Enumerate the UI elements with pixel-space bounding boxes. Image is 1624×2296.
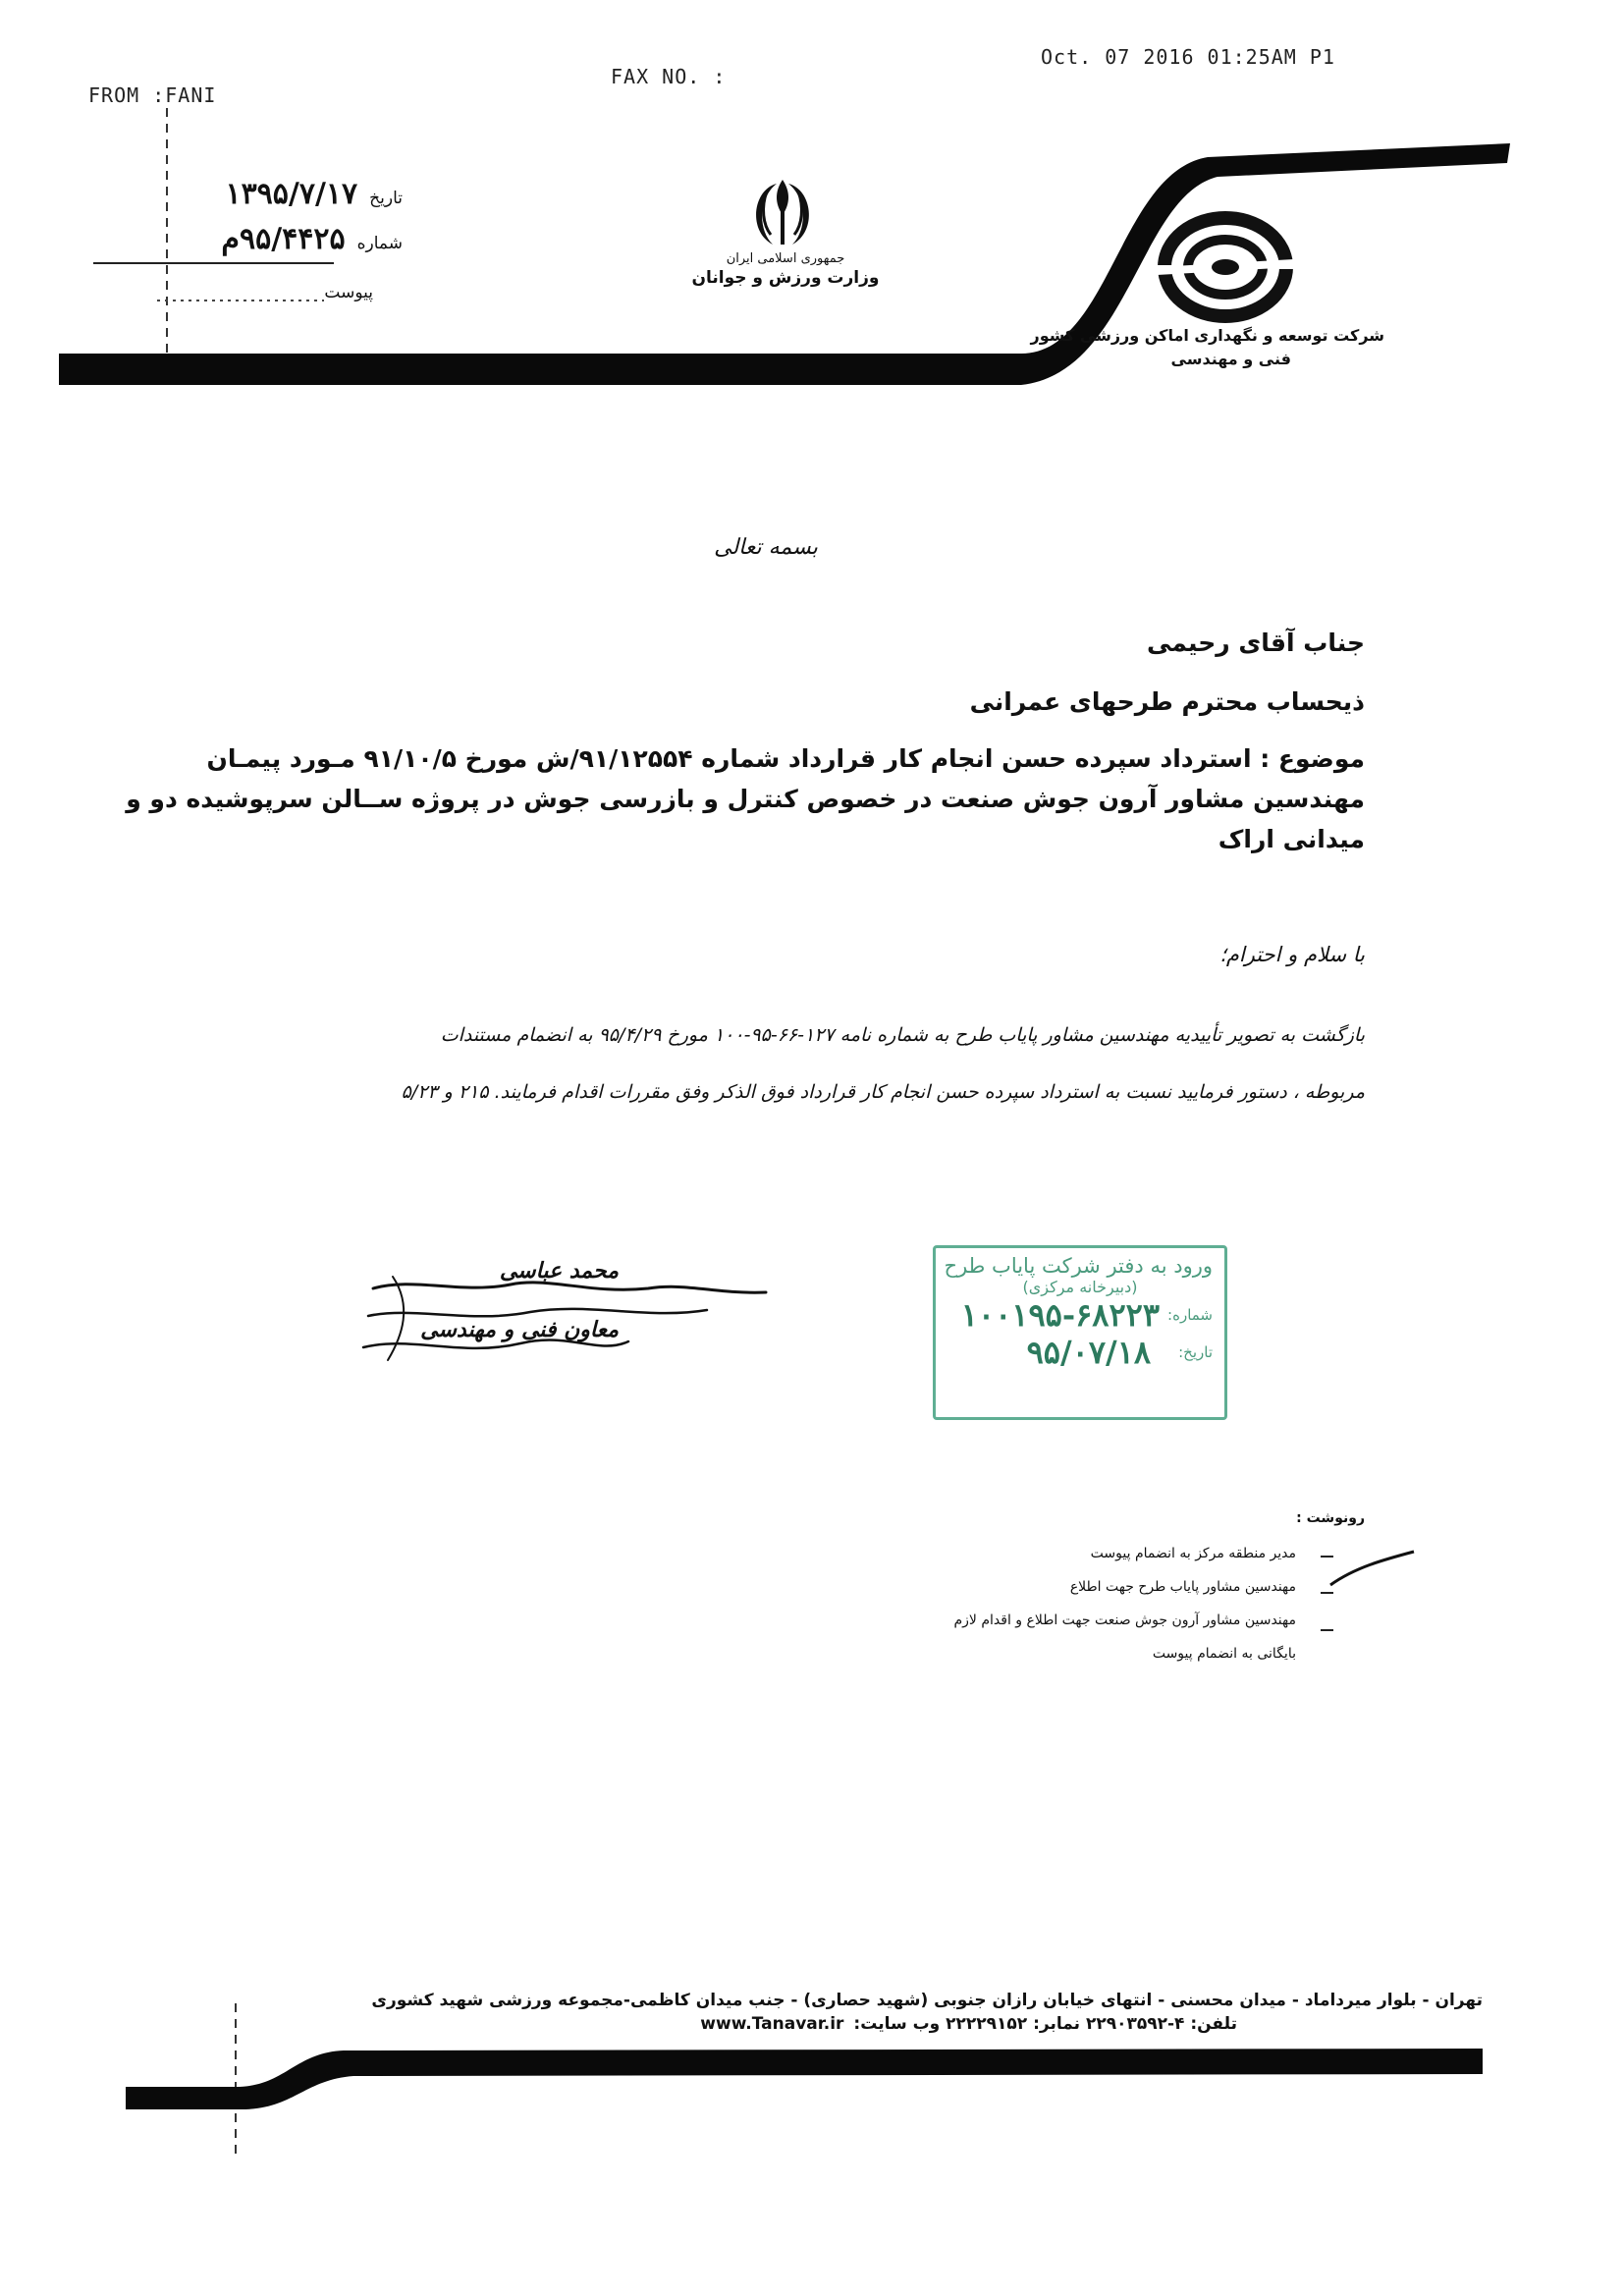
attachment-label: پیوست xyxy=(324,283,373,302)
footer-band xyxy=(126,2049,1483,2109)
company-dept: فنی و مهندسی xyxy=(1170,350,1291,368)
cc-list xyxy=(943,1537,1296,1670)
footer-contact-row xyxy=(550,2013,1237,2036)
subject-line: مهندسین مشاور آرون جوش صنعت در خصوص کنترل و بازرسی جوش در پروژه ســالن سرپوشیده دو و xyxy=(126,785,1365,813)
number-field xyxy=(108,222,403,256)
number-value: ۹۵/۴۴۲۵م xyxy=(221,222,346,256)
date-field xyxy=(128,177,403,211)
stamp-subtitle: (دبیرخانه مرکزی) xyxy=(1022,1278,1138,1296)
iran-emblem-icon xyxy=(756,180,809,245)
date-label: تاریخ xyxy=(369,189,403,208)
number-label: شماره xyxy=(356,234,403,253)
ministry-name: وزارت ورزش و جوانان xyxy=(691,268,880,288)
body-block xyxy=(196,1007,1365,1121)
footer-website[interactable]: www.Tanavar.ir xyxy=(700,2014,844,2034)
addressee-title: ذیحساب محترم طرحهای عمرانی xyxy=(969,687,1365,716)
stamp-date-row xyxy=(947,1334,1213,1371)
greeting: با سلام و احترام؛ xyxy=(1219,943,1365,966)
company-name: شرکت توسعه و نگهداری اماکن ورزشی کشور xyxy=(1030,326,1384,345)
cc-scribble xyxy=(1330,1552,1414,1585)
cc-title: رونوشت : xyxy=(1296,1510,1365,1526)
body-line: مربوطه ، دستور فرمایید نسبت به استرداد سپرده حسن انجام کار قرارداد فوق الذکر وفق مقررات اقدام فرمایند. ۲۱۵ و ۵/۲۳ xyxy=(401,1081,1365,1103)
stamp-number-label: شماره: xyxy=(1167,1306,1213,1324)
footer-contact: تلفن: ۴-۲۲۹۰۳۵۹۲ نمابر: ۲۲۲۲۹۱۵۲ وب سایت: xyxy=(853,2014,1237,2034)
subject-line: موضوع : استرداد سپرده حسن انجام کار قرارداد شماره ۹۱/۱۲۵۵۴/ش مورخ ۹۱/۱۰/۵ مـورد پیمـان xyxy=(206,744,1365,773)
ring-logo-icon xyxy=(1157,218,1294,316)
addressee-name: جناب آقای رحیمی xyxy=(1146,629,1365,657)
subject-block xyxy=(126,738,1365,859)
body-line: بازگشت به تصویر تأییدیه مهندسین مشاور پایاب طرح به شماره نامه ۱۲۷-۶۶-۹۵-۱۰۰ مورخ ۹۵/۴/۲۹ به انضمام مستندات xyxy=(440,1024,1365,1046)
stamp-date-value: ۹۵/۰۷/۱۸ xyxy=(1026,1334,1152,1371)
stamp-number-value: ۱۰۰۱۹۵-۶۸۲۲۳ xyxy=(960,1296,1161,1334)
fax-number: FAX NO. : xyxy=(611,65,727,88)
signer-name: محمد عباسی xyxy=(499,1259,619,1284)
cc-item: بایگانی به انضمام پیوست xyxy=(1152,1646,1296,1662)
stamp-date-label: تاریخ: xyxy=(1178,1343,1213,1361)
cc-item: مدیر منطقه مرکز به انضمام پیوست xyxy=(1090,1546,1296,1561)
stamp-number-row xyxy=(947,1296,1213,1334)
receipt-stamp xyxy=(933,1245,1227,1420)
footer-address: تهران - بلوار میرداماد - میدان محسنی - انتهای خیابان رازان جنوبی (شهید حصاری) - جنب میدان کاظمی-مجموعه ورزشی شهید کشوری xyxy=(371,1991,1483,2010)
company-block xyxy=(1001,324,1384,371)
subject-line: میدانی اراک xyxy=(1218,825,1365,853)
signer-title: معاون فنی و مهندسی xyxy=(420,1318,619,1342)
fax-datetime: Oct. 07 2016 01:25AM P1 xyxy=(1041,45,1335,69)
ministry-country: جمهوری اسلامی ایران xyxy=(726,251,845,266)
stamp-office: ورود به دفتر شرکت پایاب طرح xyxy=(944,1254,1213,1278)
cc-item: مهندسین مشاور پایاب طرح جهت اطلاع xyxy=(1069,1579,1296,1595)
attachment-field xyxy=(147,283,373,302)
date-value: ۱۳۹۵/۷/۱۷ xyxy=(225,177,358,211)
cc-item: مهندسین مشاور آرون جوش صنعت جهت اطلاع و اقدام لازم xyxy=(953,1613,1296,1628)
ministry-block xyxy=(668,251,903,290)
invocation: بسمه تعالی xyxy=(714,535,818,560)
fax-from: FROM :FANI xyxy=(88,83,217,107)
